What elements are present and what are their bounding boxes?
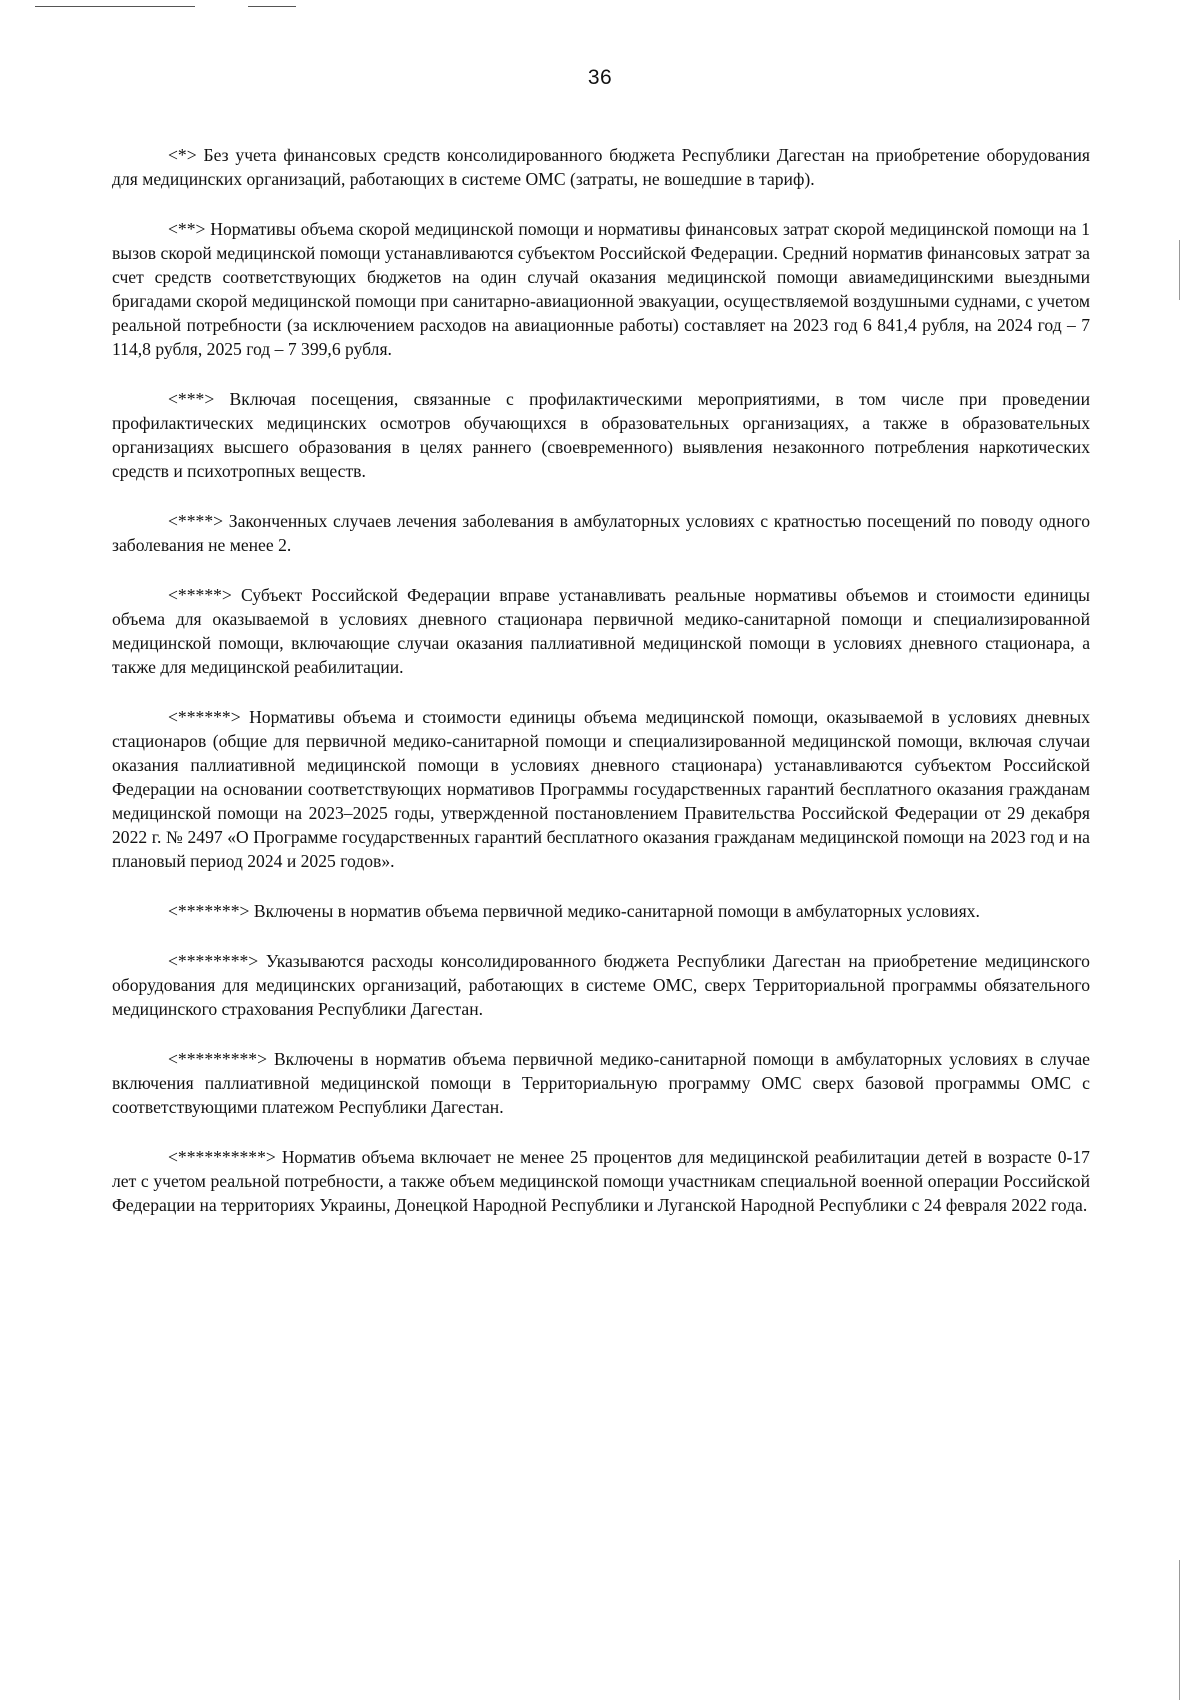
footnote-text: Норматив объема включает не менее 25 процентов для медицинской реабилитации детей в возрасте 0-17 лет с учетом реальной потребности, а также объем медицинской помощи участникам специальной военной операции Российской Федерации на территориях Украины, Донецкой Народной Республики и Луганской Народной Республики с 24 февраля 2022 года. [112, 1147, 1090, 1215]
footnote-text: Нормативы объема и стоимости единицы объема медицинской помощи, оказываемой в условиях дневных стационаров (общие для первичной медико-санитарной помощи и специализированной медицинской помощи, включая случаи оказания паллиативной медицинской помощи в условиях дневного стационара) устанавливаются субъектом Российской Федерации на основании соответствующих нормативов Программы государственных гарантий бесплатного оказания гражданам медицинской помощи на 2023–2025 годы, утвержденной постановлением Правительства Российской Федерации от 29 декабря 2022 г. № 2497 «О Программе государственных гарантий бесплатного оказания гражданам медицинской помощи на 2023 год и на плановый период 2024 и 2025 годов». [112, 707, 1090, 871]
footnote-text: Указываются расходы консолидированного бюджета Республики Дагестан на приобретение медицинского оборудования для медицинских организаций, работающих в системе ОМС, сверх Территориальной программы обязательного медицинского страхования Республики Дагестан. [112, 951, 1090, 1019]
scan-edge-artifact [1179, 1560, 1180, 1700]
footnote [112, 949, 1090, 1021]
footnote-text: Включены в норматив объема первичной медико-санитарной помощи в амбулаторных условиях в случае включения паллиативной медицинской помощи в Территориальную программу ОМС сверх базовой программы ОМС с соответствующими платежом Республики Дагестан. [112, 1049, 1090, 1117]
footnote-marker: <******> [168, 707, 241, 727]
footnote [112, 387, 1090, 483]
footnote-text: Нормативы объема скорой медицинской помощи и нормативы финансовых затрат скорой медицинской помощи на 1 вызов скорой медицинской помощи устанавливаются субъектом Российской Федерации. Средний норматив финансовых затрат за счет средств соответствующих бюджетов на один случай оказания медицинской помощи авиамедицинскими выездными бригадами скорой медицинской помощи при санитарно-авиационной эвакуации, осуществляемой воздушными суднами, с учетом реальной потребности (за исключением расходов на авиационные работы) составляет на 2023 год 6 841,4 рубля, на 2024 год – 7 114,8 рубля, 2025 год – 7 399,6 рубля. [112, 219, 1090, 359]
footnote-text: Без учета финансовых средств консолидированного бюджета Республики Дагестан на приобретение оборудования для медицинских организаций, работающих в системе ОМС (затраты, не вошедшие в тариф). [112, 145, 1091, 189]
footnote-marker: <*********> [168, 1049, 268, 1069]
footnote [112, 1047, 1090, 1119]
scan-artifact-line [35, 6, 195, 7]
footnote [112, 583, 1090, 679]
footnote-text: Включены в норматив объема первичной медико-санитарной помощи в амбулаторных условиях. [253, 901, 980, 921]
footnotes-list [112, 143, 1090, 1243]
footnote-marker: <*> [168, 145, 197, 165]
footnote-text: Субъект Российской Федерации вправе устанавливать реальные нормативы объемов и стоимости единицы объема для оказываемой в условиях дневного стационара первичной медико-санитарной помощи и специализированной медицинской помощи, включающие случаи оказания паллиативной медицинской помощи в условиях дневного стационара, а также для медицинской реабилитации. [112, 585, 1090, 677]
scan-artifact-line [248, 6, 296, 7]
scan-edge-artifact [1179, 240, 1180, 300]
footnote [112, 509, 1090, 557]
footnote-text: Законченных случаев лечения заболевания в амбулаторных условиях с кратностью посещений по поводу одного заболевания не менее 2. [112, 511, 1091, 555]
footnote-text: Включая посещения, связанные с профилактическими мероприятиями, в том числе при проведении профилактических медицинских осмотров обучающихся в образовательных организациях, а также в образовательных организациях высшего образования в целях раннего (своевременного) выявления незаконного потребления наркотических средств и психотропных веществ. [112, 389, 1090, 481]
footnote-marker: <***> [168, 389, 215, 409]
footnote-marker: <**> [168, 219, 206, 239]
footnote-marker: <****> [168, 511, 224, 531]
footnote [112, 217, 1090, 361]
footnote [112, 143, 1090, 191]
footnote [112, 1145, 1090, 1217]
footnote [112, 705, 1090, 873]
footnote-marker: <**********> [168, 1147, 276, 1167]
footnote [112, 899, 1090, 923]
footnote-marker: <*****> [168, 585, 232, 605]
footnote-marker: <*******> [168, 901, 250, 921]
footnote-marker: <********> [168, 951, 259, 971]
page-number: 36 [587, 66, 613, 89]
